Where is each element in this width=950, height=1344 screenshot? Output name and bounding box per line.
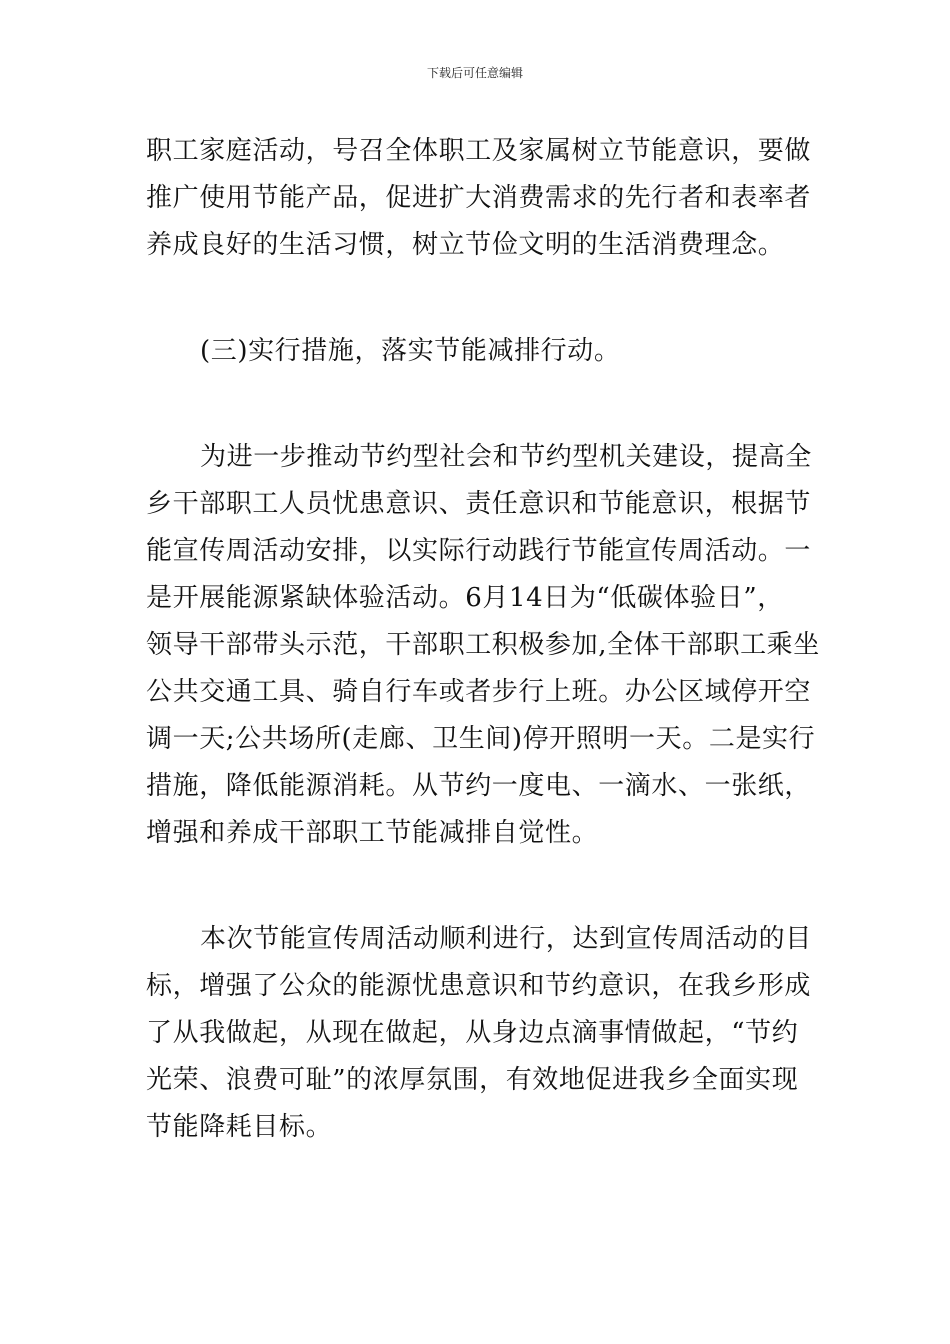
paragraph-spacer [146,857,810,916]
text-line: 为进一步推动节约型社会和节约型机关建设，提高全 [200,442,812,472]
text-line: 是开展能源紧缺体验活动。6月14日为“低碳体验日”， [146,583,784,613]
paragraph-spacer [146,375,810,434]
text-line: 职工家庭活动，号召全体职工及家属树立节能意识，要做 [146,136,812,166]
paragraph-household-activities [146,128,810,269]
text-line: 能宣传周活动安排，以实际行动践行节能宣传周活动。一 [146,536,812,566]
document-body [146,128,820,1151]
text-line: 节能降耗目标。 [146,1112,333,1142]
text-line: 标，增强了公众的能源忧患意识和节约意识，在我乡形成 [146,971,812,1001]
paragraph-conclusion [146,916,810,1151]
text-line: (三)实行措施，落实节能减排行动。 [200,336,621,366]
page-header-note: 下载后可任意编辑 [426,66,523,80]
text-line: 养成良好的生活习惯，树立节俭文明的生活消费理念。 [146,230,785,260]
text-line: 乡干部职工人员忧患意识、责任意识和节能意识，根据节 [146,489,812,519]
text-line: 公共交通工具、骑自行车或者步行上班。办公区域停开空 [146,677,812,707]
text-line: 措施，降低能源消耗。从节约一度电、一滴水、一张纸， [146,771,812,801]
paragraph-measures [146,434,820,857]
text-line: 本次节能宣传周活动顺利进行，达到宣传周活动的目 [200,924,812,954]
text-line: 调一天;公共场所(走廊、卫生间)停开照明一天。二是实行 [146,724,816,754]
section-heading-3 [146,328,810,375]
text-line: 增强和养成干部职工节能减排自觉性。 [146,818,599,848]
text-line: 了从我做起，从现在做起，从身边点滴事情做起，“节约 [146,1018,799,1048]
text-line: 推广使用节能产品，促进扩大消费需求的先行者和表率者 [146,183,812,213]
text-line: 领导干部带头示范，干部职工积极参加,全体干部职工乘坐 [146,630,820,660]
paragraph-spacer [146,269,810,328]
text-line: 光荣、浪费可耻”的浓厚氛围，有效地促进我乡全面实现 [146,1065,799,1095]
